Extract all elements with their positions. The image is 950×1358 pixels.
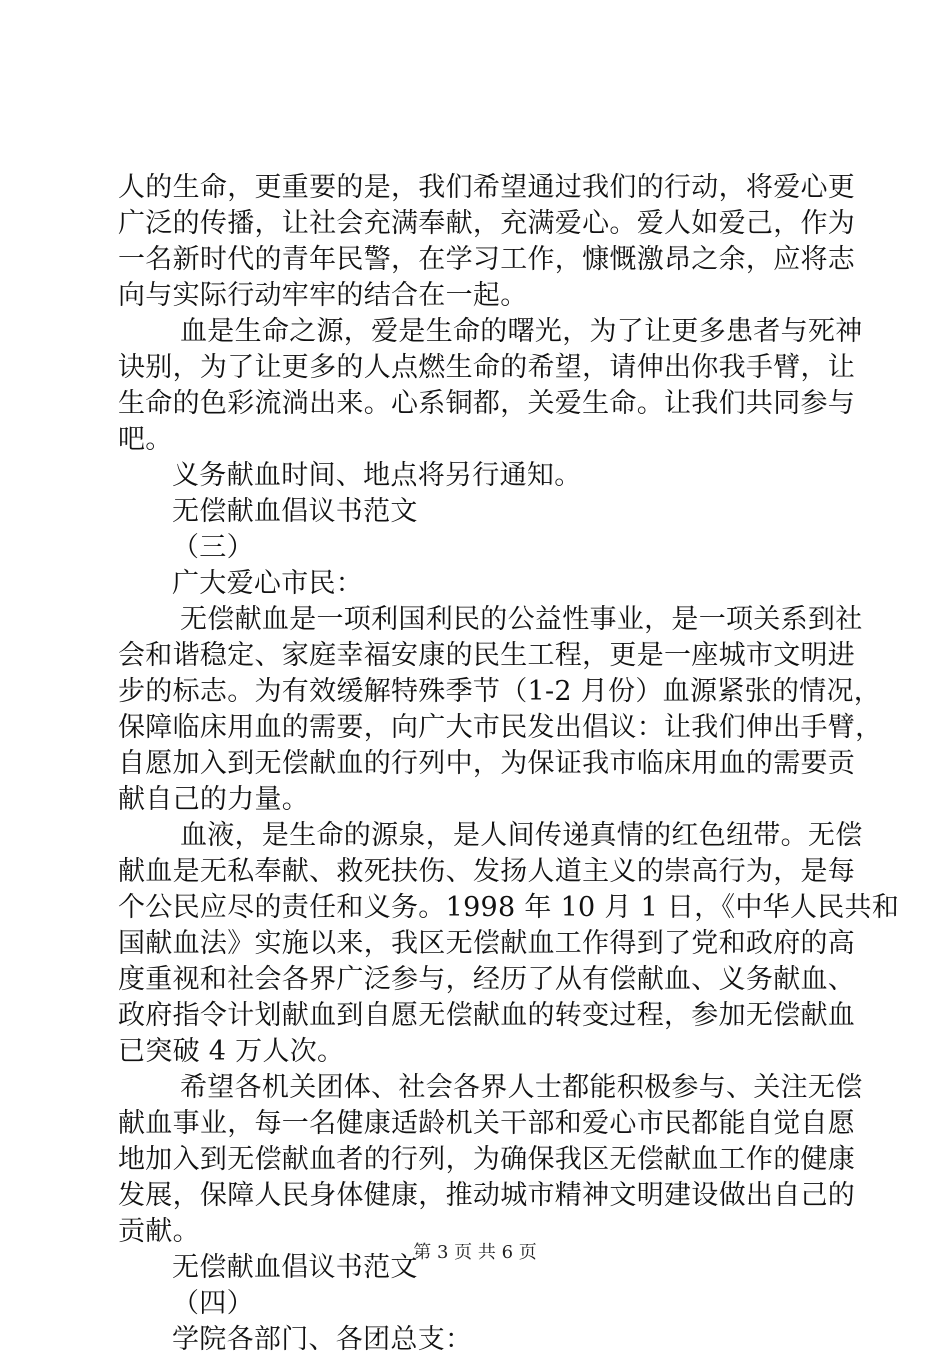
section-title: 无偿献血倡议书范文: [172, 496, 418, 527]
paragraph-start: 血是生命之源，爱是生命的曙光，为了让更多患者与死神: [180, 316, 863, 347]
text-line: 保障临床用血的需要，向广大市民发出倡议：让我们伸出手臂，: [118, 712, 883, 743]
salutation: 广大爱心市民：: [172, 568, 364, 599]
text-line: 度重视和社会各界广泛参与，经历了从有偿献血、义务献血、: [118, 964, 856, 995]
text-line: 会和谐稳定、家庭幸福安康的民生工程，更是一座城市文明进: [118, 640, 856, 671]
text-line: 献自己的力量。: [118, 784, 310, 815]
text-line: 献血事业，每一名健康适龄机关干部和爱心市民都能自觉自愿: [118, 1108, 856, 1139]
notice-line: 义务献血时间、地点将另行通知。: [172, 460, 582, 491]
section-number: （四）: [172, 1288, 254, 1319]
text-line: 诀别，为了让更多的人点燃生命的希望，请伸出你我手臂，让: [118, 352, 856, 383]
text-line: 步的标志。为有效缓解特殊季节（1-2 月份）血源紧张的情况，: [118, 676, 882, 707]
page-footer: 第 3 页 共 6 页: [413, 1242, 537, 1263]
text-line: 个公民应尽的责任和义务。1998 年 10 月 1 日，《中华人民共和: [118, 892, 900, 923]
text-line: 地加入到无偿献血者的行列，为确保我区无偿献血工作的健康: [118, 1144, 856, 1175]
paragraph-start: 希望各机关团体、社会各界人士都能积极参与、关注无偿: [180, 1072, 863, 1103]
body-text: [118, 170, 900, 1358]
text-line: 吧。: [118, 424, 173, 455]
text-line: 贡献。: [118, 1216, 200, 1247]
text-line: 一名新时代的青年民警，在学习工作，慷慨激昂之余，应将志: [118, 244, 856, 275]
text-line: 自愿加入到无偿献血的行列中，为保证我市临床用血的需要贡: [118, 748, 856, 779]
paragraph-start: 无偿献血是一项利国利民的公益性事业，是一项关系到社: [180, 604, 863, 635]
salutation: 学院各部门、各团总支：: [172, 1324, 473, 1355]
text-line: 向与实际行动牢牢的结合在一起。: [118, 280, 528, 311]
text-line: 人的生命，更重要的是，我们希望通过我们的行动，将爱心更: [118, 172, 856, 203]
section-number: （三）: [172, 532, 254, 563]
text-line: 发展，保障人民身体健康，推动城市精神文明建设做出自己的: [118, 1180, 856, 1211]
text-line: 广泛的传播，让社会充满奉献，充满爱心。爱人如爱己，作为: [118, 208, 856, 239]
text-line: 献血是无私奉献、救死扶伤、发扬人道主义的崇高行为，是每: [118, 856, 856, 887]
text-line: 政府指令计划献血到自愿无偿献血的转变过程，参加无偿献血: [118, 1000, 856, 1031]
paragraph-start: 血液，是生命的源泉，是人间传递真情的红色纽带。无偿: [180, 820, 863, 851]
text-line: 国献血法》实施以来，我区无偿献血工作得到了党和政府的高: [118, 928, 856, 959]
text-line: 已突破 4 万人次。: [118, 1036, 345, 1067]
section-title: 无偿献血倡议书范文: [172, 1252, 418, 1283]
text-line: 生命的色彩流淌出来。心系铜都，关爱生命。让我们共同参与: [118, 388, 856, 419]
